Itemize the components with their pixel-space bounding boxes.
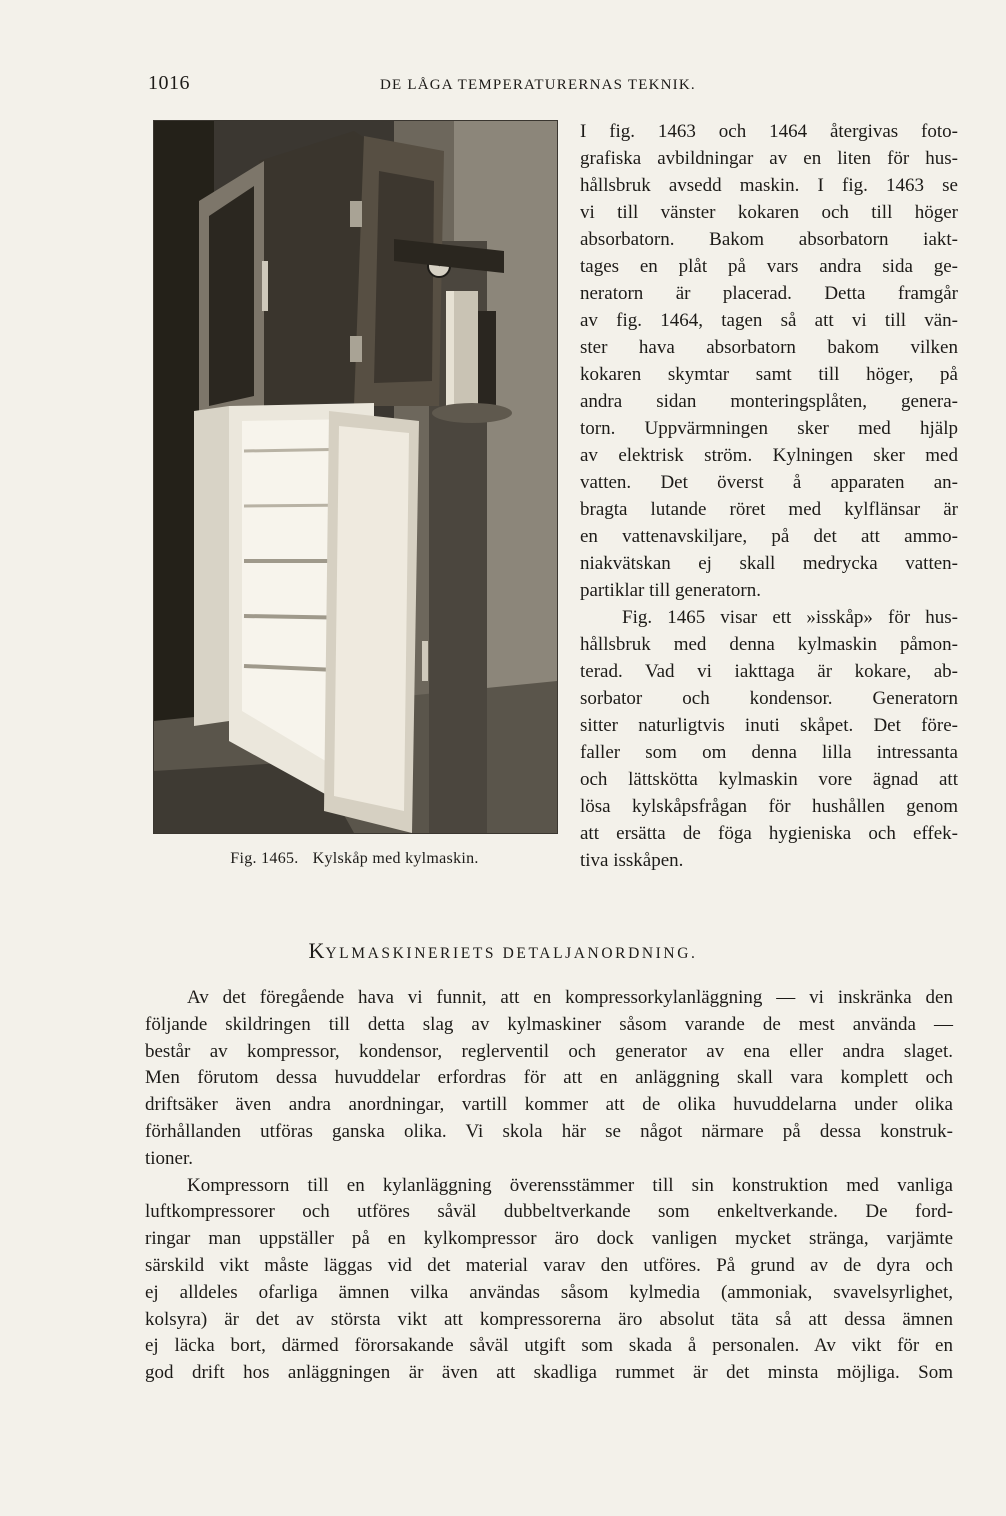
text-line: ringar man uppställer på en kylkompressor äro dock vanligen mycket stränga, varjämte	[145, 1228, 953, 1250]
figure-label: Fig. 1465.	[230, 850, 299, 867]
body-text	[145, 985, 953, 1387]
text-line: kokaren skymtar samt till höger, på	[580, 364, 958, 385]
text-line: niakvätskan ej skall medrycka vatten-	[580, 553, 958, 574]
section-heading-initial: K	[308, 938, 326, 963]
text-line: neratorn är placerad. Detta framgår	[580, 283, 958, 304]
text-line: av elektrisk ström. Kylningen sker med	[580, 445, 958, 466]
section-heading-text: YLMASKINERIETS DETALJANORDNING.	[325, 945, 698, 962]
page-number: 1016	[148, 72, 190, 94]
figure-photograph	[153, 120, 558, 834]
text-line: bragta lutande röret med kylflänsar är	[580, 499, 958, 520]
text-line: Men förutom dessa huvuddelar erfordras för att en anläggning skall vara komplett och	[145, 1067, 953, 1089]
text-line: I fig. 1463 och 1464 återgivas foto-	[580, 121, 958, 142]
text-line: faller som om denna lilla intressanta	[580, 742, 958, 763]
text-line: att ersätta de föga hygieniska och effek-	[580, 823, 958, 844]
text-line: god drift hos anläggningen är även att skadliga rummet är det minsta möjliga. Som	[145, 1362, 953, 1384]
text-line: terad. Vad vi iakttaga är kokare, ab-	[580, 661, 958, 682]
right-column-text	[580, 118, 958, 874]
text-line: Av det föregående hava vi funnit, att en kompressorkylanläggning — vi inskränka den	[187, 987, 953, 1008]
text-line: Kompressorn till en kylanläggning överensstämmer till sin konstruktion med vanliga	[187, 1174, 953, 1196]
figure-caption-text: Kylskåp med kylmaskin.	[312, 850, 479, 867]
text-line: tiva isskåpen.	[580, 850, 684, 871]
running-title: DE LÅGA TEMPERATURERNAS TEKNIK.	[380, 77, 696, 93]
text-line: ej alldeles ofarliga ämnen vilka användas såsom kylmedia (ammoniak, svavelsyrlighet,	[145, 1281, 953, 1303]
text-line: partiklar till generatorn.	[580, 580, 761, 601]
text-line: luftkompressorer och utföres såväl dubbeltverkande som enkeltverkande. De ford-	[145, 1201, 953, 1223]
text-line: sitter naturligtvis inuti skåpet. Det före-	[580, 715, 958, 736]
text-line: och lättskötta kylmaskin vore ägnad att	[580, 769, 958, 790]
text-line: av fig. 1464, tagen så att vi till vän-	[580, 310, 958, 331]
section-heading	[0, 938, 1006, 964]
text-line: ej läcka bort, därmed förorsakande såväl utgift som skada å personalen. Av vikt för en	[145, 1335, 953, 1357]
text-line: tages en plåt på vars andra sida ge-	[580, 256, 958, 277]
text-line: följande skildringen till detta slag av kylmaskiner såsom varande de mest använda —	[145, 1013, 953, 1035]
text-line: består av kompressor, kondensor, reglerventil och generator av ena eller andra slaget.	[145, 1040, 953, 1062]
text-line: vi till vänster kokaren och till höger	[580, 202, 958, 223]
text-line: ster hava absorbatorn bakom vilken	[580, 337, 958, 358]
text-line: särskild vikt måste läggas vid det material varav den utföres. På grund av de dyra och	[145, 1254, 953, 1276]
text-line: en vattenavskiljare, på det att ammo-	[580, 526, 958, 547]
text-line: sorbator och kondensor. Generatorn	[580, 688, 958, 709]
text-line: andra sidan monteringsplåten, genera-	[580, 391, 958, 412]
figure-caption	[153, 850, 556, 868]
text-line: vatten. Det överst å apparaten an-	[580, 472, 958, 493]
text-line: kolsyra) är det av största vikt att kompressorerna äro absolut täta så att dessa ämnen	[145, 1308, 953, 1330]
text-line: absorbatorn. Bakom absorbatorn iakt-	[580, 229, 958, 250]
text-line: hållsbruk med denna kylmaskin påmon-	[580, 634, 958, 655]
text-line: förhållanden utföras ganska olika. Vi skola här se något närmare på dessa konstruk-	[145, 1120, 953, 1142]
text-line: tioner.	[145, 1147, 194, 1169]
text-line: grafiska avbildningar av en liten för hus-	[580, 148, 958, 169]
text-line: lösa kylskåpsfrågan för hushållen genom	[580, 796, 958, 817]
refrigerator-photo	[154, 121, 557, 833]
text-line: Fig. 1465 visar ett »isskåp» för hus-	[622, 607, 958, 628]
text-line: hållsbruk avsedd maskin. I fig. 1463 se	[580, 175, 958, 196]
text-line: torn. Uppvärmningen sker med hjälp	[580, 418, 958, 439]
text-line: driftsäker även andra anordningar, vartill kommer att de olika huvuddelarna under olika	[145, 1094, 953, 1116]
